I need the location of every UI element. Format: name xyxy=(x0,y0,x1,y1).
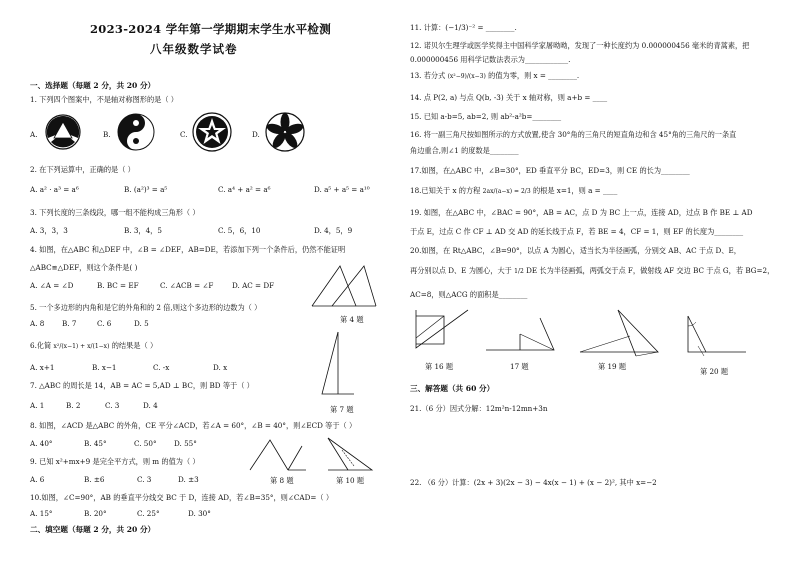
figure-8-caption: 第 8 题 xyxy=(270,476,294,485)
q18-expression: 2ax/(a−x) = 2/3 xyxy=(482,188,531,195)
q6-option-c: C. -x xyxy=(153,363,170,372)
q7-option-c: C. 3 xyxy=(105,401,120,410)
q7-option-d: D. 4 xyxy=(143,401,158,410)
q1-option-c: C. xyxy=(180,130,188,139)
q4-option-a: A. ∠A = ∠D xyxy=(30,281,74,290)
question-22: 22. （6 分）计算：(2x + 3)(2x − 3) − 4x(x − 1) + (x − 2)², 其中 x=−2 xyxy=(410,478,657,487)
q7-option-a: A. 1 xyxy=(30,401,45,410)
pattern-c-figure xyxy=(192,112,232,152)
q20-line2-lead: 再分别以点 D、E 为圆心，大于 xyxy=(410,266,512,275)
pattern-b-figure xyxy=(117,113,155,151)
question-17: 17.如图，在△ABC 中，∠B=30°，ED 垂直平分 BC，ED=3，则 CE 的长为________ xyxy=(410,166,690,175)
figure-4-caption: 第 4 题 xyxy=(340,315,364,324)
q5-option-c: C. 6 xyxy=(97,319,112,328)
question-3-stem: 3. 下列长度的三条线段，哪一组不能构成三角形（ ） xyxy=(30,208,200,217)
q1-option-a: A. xyxy=(30,130,38,139)
q18-lead: 18.已知关于 x 的方程 xyxy=(410,186,481,195)
q9-option-d: D. ±3 xyxy=(178,475,199,484)
q11-lead: 11. 计算： xyxy=(410,23,446,32)
q9-option-c: C. 3 xyxy=(137,475,152,484)
figure-19 xyxy=(578,306,660,358)
question-20-line3: AC=8，则△ACG 的面积是________ xyxy=(410,290,528,299)
q5-option-d: D. 5 xyxy=(134,319,149,328)
figure-10-caption: 第 10 题 xyxy=(336,476,365,485)
q5-option-a: A. 8 xyxy=(30,319,45,328)
q8-option-d: D. 55° xyxy=(174,439,197,448)
q1-option-b: B. xyxy=(103,130,111,139)
q6-tail: 的结果是（ ） xyxy=(111,341,158,350)
q6-option-a: A. x+1 xyxy=(30,363,55,372)
figure-20-caption: 第 20 题 xyxy=(700,367,729,376)
q6-lead: 6.化简 xyxy=(30,341,52,350)
q2-option-d: D. a⁵ + a⁵ = a¹⁰ xyxy=(314,185,370,194)
q8-option-c: C. 50° xyxy=(134,439,157,448)
q2-option-c: C. a⁴ + a² = a⁶ xyxy=(218,185,271,194)
question-4-line2: △ABC≌△DEF，则这个条件是( ) xyxy=(30,263,138,272)
question-9-stem: 9. 已知 x²+mx+9 是完全平方式，则 m 的值为（ ） xyxy=(30,457,200,466)
q20-half-fraction: 1/2 xyxy=(514,268,524,275)
question-1-stem: 1. 下列四个图案中，不是轴对称图形的是（ ） xyxy=(30,95,178,104)
question-12-line1: 12. 诺贝尔生理学或医学奖得主中国科学家屠呦呦，发现了一种长度约为 0.000000456 毫米的青蒿素，把 xyxy=(410,41,750,50)
question-20-line1: 20.如图，在 Rt△ABC，∠B=90°，以点 A 为圆心，适当长为半径画弧，分别交 AB、AC 于点 D、E， xyxy=(410,246,741,255)
question-16-line2: 角边重合,则∠1 的度数是________ xyxy=(410,146,519,155)
question-10-stem: 10.如图，∠C=90°，AB 的垂直平分线交 BC 于 D，连接 AD，若∠B=35°，则∠CAD=（ ） xyxy=(30,493,334,502)
q18-tail: 的根是 x=1，则 a = ____ xyxy=(532,186,618,195)
q10-option-b: B. 20° xyxy=(84,509,107,518)
q3-option-a: A. 3，3，3 xyxy=(30,226,68,235)
figure-17-caption: 17 题 xyxy=(510,362,529,371)
section-heading-fill: 二、填空题（每题 2 分，共 20 分） xyxy=(30,525,156,534)
question-18 xyxy=(410,187,617,195)
question-19-line2: 于点 E，过点 C 作 CF ⊥ AD 交 AD 的延长线于点 F，若 BE = 4，CF = 1，则 EF 的长度为________ xyxy=(410,227,744,236)
q13-tail: 的值为零，则 x = ________. xyxy=(488,71,580,80)
figure-19-caption: 第 19 题 xyxy=(598,362,627,371)
pattern-a-figure xyxy=(45,114,81,150)
question-15: 15. 已知 a-b=5, ab=2, 则 ab²-a²b=________ xyxy=(410,112,562,121)
q7-option-b: B. 2 xyxy=(66,401,81,410)
q8-option-b: B. 45° xyxy=(84,439,107,448)
q13-expression: (x²−9)/(x−3) xyxy=(447,73,486,80)
q5-option-b: B. 7 xyxy=(62,319,77,328)
figure-8 xyxy=(248,438,308,474)
q1-option-d: D. xyxy=(252,130,260,139)
q13-lead: 13. 若分式 xyxy=(410,71,446,80)
question-5-stem: 5. 一个多边形的内角和是它的外角和的 2 倍,则这个多边形的边数为（ ） xyxy=(30,303,262,312)
q2-option-a: A. a² · a³ = a⁶ xyxy=(30,185,79,194)
section-heading-choice: 一、选择题（每题 2 分，共 20 分） xyxy=(30,81,156,90)
q9-option-b: B. ±6 xyxy=(84,475,105,484)
exam-title: 2023-2024 学年第一学期期末学生水平检测 xyxy=(90,22,331,36)
q9-option-a: A. 6 xyxy=(30,475,45,484)
question-11 xyxy=(410,24,517,31)
question-16-line1: 16. 将一副三角尺按如图所示的方式放置,使含 30°角的三角尺的短直角边和含 45°角的三角尺的一条直 xyxy=(410,130,737,139)
figure-16 xyxy=(414,308,470,350)
q3-option-b: B. 3，4，5 xyxy=(124,226,162,235)
question-12-line2: 0.000000456 用科学记数法表示为____________. xyxy=(410,55,571,64)
figure-16-caption: 第 16 题 xyxy=(425,362,454,371)
q6-option-d: D. x xyxy=(213,363,228,372)
question-19-line1: 19. 如图，在△ABC 中，∠BAC = 90°，AB = AC，点 D 为 BC 上一点，连接 AD，过点 B 作 BE ⊥ AD xyxy=(410,208,753,217)
pattern-d-figure xyxy=(265,112,305,152)
figure-20 xyxy=(684,312,748,358)
question-6-stem xyxy=(30,342,157,350)
q3-option-c: C. 5，6，10 xyxy=(218,226,261,235)
figure-4 xyxy=(310,262,378,310)
q3-option-d: D. 4，5，9 xyxy=(314,226,353,235)
q6-option-b: B. x−1 xyxy=(92,363,117,372)
q10-option-d: D. 30° xyxy=(188,509,211,518)
question-4-line1: 4. 如图，在△ABC 和△DEF 中，∠B = ∠DEF，AB=DE，若添加下列一个条件后，仍然不能证明 xyxy=(30,245,346,254)
figure-7 xyxy=(318,330,358,400)
question-14: 14. 点 P(2, a) 与点 Q(b, -3) 关于 x 轴对称，则 a+b = ____ xyxy=(410,93,608,102)
figure-7-caption: 第 7 题 xyxy=(330,405,354,414)
q6-expression: x²/(x−1) + x/(1−x) xyxy=(53,343,110,350)
q2-option-b: B. (a²)³ = a⁵ xyxy=(124,185,168,194)
q10-option-a: A. 15° xyxy=(30,509,53,518)
question-8-stem: 8. 如图，∠ACD 是△ABC 的外角，CE 平分∠ACD，若∠A = 60°，∠B = 40°，则∠ECD 等于（ ） xyxy=(30,421,357,430)
question-13 xyxy=(410,72,579,80)
q4-option-b: B. BC = EF xyxy=(97,281,139,290)
q11-expression: (−1/3)⁻² = ________. xyxy=(445,23,517,32)
question-2-stem: 2. 在下列运算中，正确的是（ ） xyxy=(30,165,135,174)
q10-option-c: C. 25° xyxy=(137,509,160,518)
q4-option-d: D. AC = DF xyxy=(232,281,275,290)
q4-option-c: C. ∠ACB = ∠F xyxy=(160,281,214,290)
figure-10 xyxy=(326,436,376,474)
question-21: 21.（6 分）因式分解：12m²n-12mn+3n xyxy=(410,404,548,413)
q8-option-a: A. 40° xyxy=(30,439,53,448)
figure-17 xyxy=(484,316,556,354)
q20-line2-tail: DE 长为半径画弧，两弧交于点 F，做射线 AF 交边 BC 于点 G，若 BG=2， xyxy=(526,266,775,275)
section-heading-solve: 三、解答题（共 60 分） xyxy=(410,384,495,393)
exam-subtitle: 八年级数学试卷 xyxy=(150,42,238,56)
question-7-stem: 7. △ABC 的周长是 14，AB = AC = 5,AD ⊥ BC，则 BD 等于（ ） xyxy=(30,381,254,390)
question-20-line2 xyxy=(410,267,774,275)
